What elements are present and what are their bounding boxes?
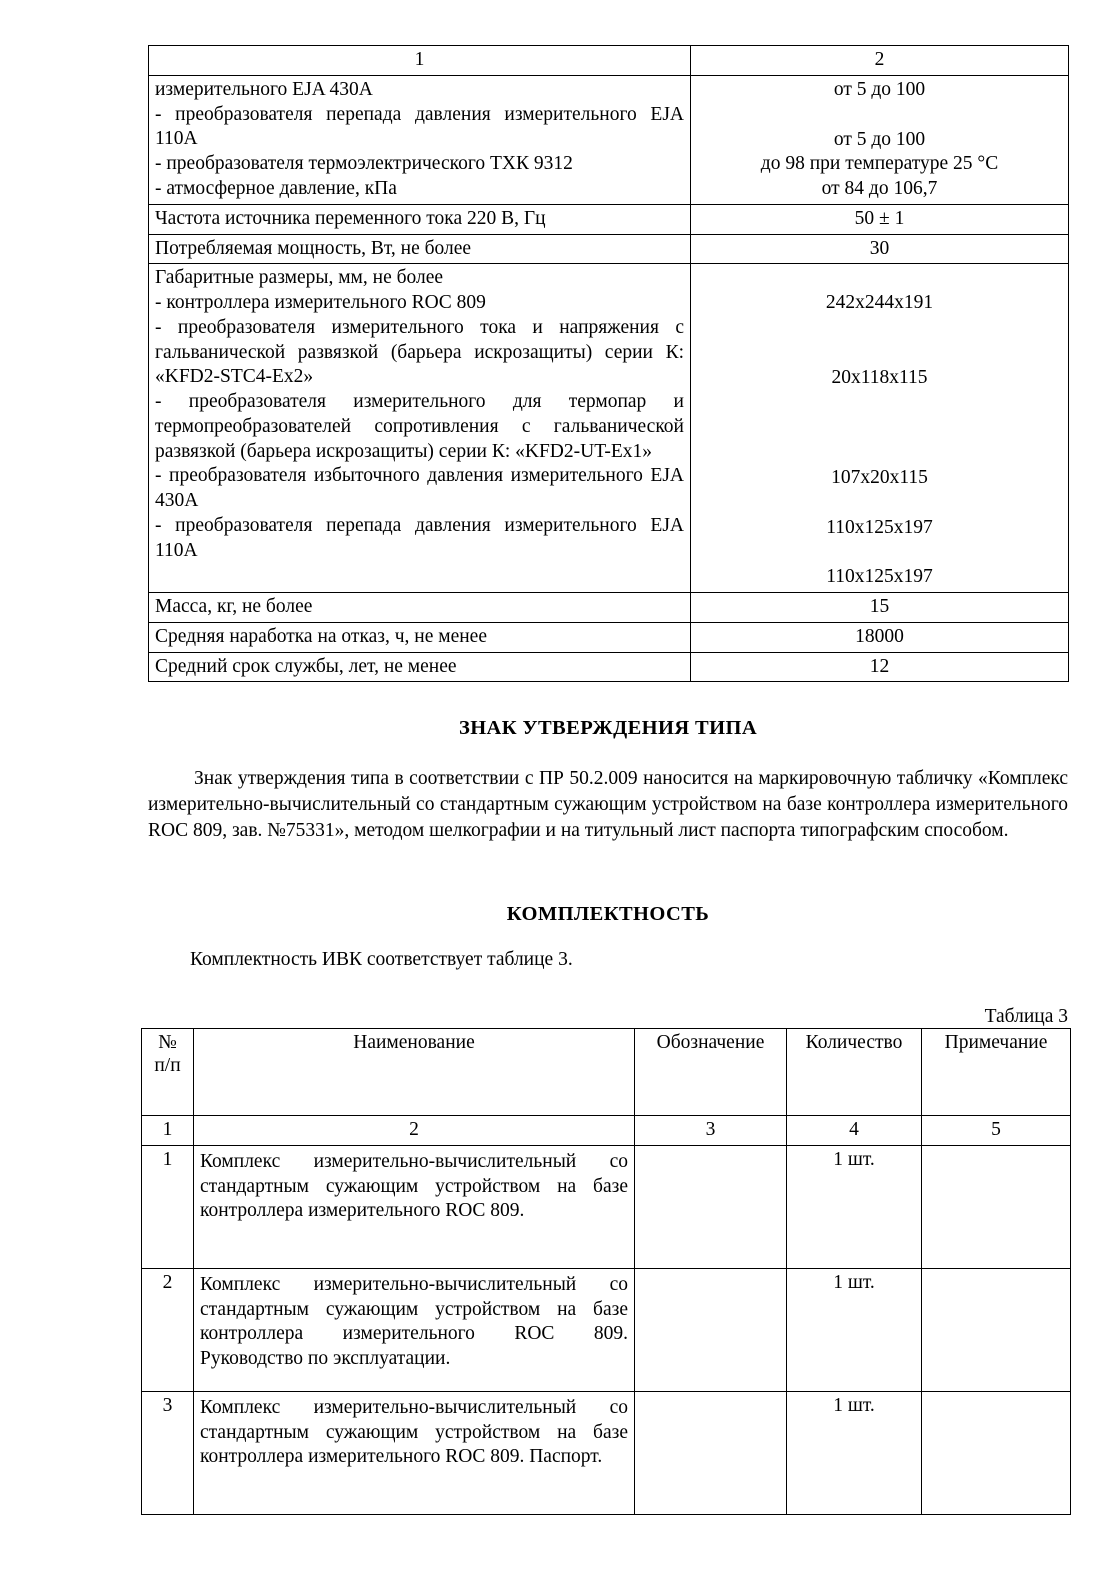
dim-line-eja110a: - преобразователя перепада давления измерительного EJA 110A bbox=[155, 514, 684, 561]
header-name: Наименование bbox=[194, 1029, 635, 1116]
row-name bbox=[194, 1145, 635, 1268]
specifications-table-container bbox=[148, 45, 1068, 682]
header-designation: Обозначение bbox=[635, 1029, 787, 1116]
mtbf-value: 18000 bbox=[691, 622, 1069, 652]
spec-line-atm: - атмосферное давление, кПа bbox=[155, 177, 397, 199]
section-title-completeness: КОМПЛЕКТНОСТЬ bbox=[506, 903, 710, 925]
power-label: Потребляемая мощность, Вт, не более bbox=[149, 234, 691, 264]
value-spacer bbox=[697, 441, 1062, 466]
value-dim-kfd2-ut: 107x20x115 bbox=[831, 466, 928, 488]
column-number-4: 4 bbox=[787, 1116, 922, 1146]
row-designation bbox=[635, 1145, 787, 1268]
value-spacer bbox=[697, 316, 1062, 341]
row-note bbox=[922, 1145, 1071, 1268]
dim-line-kfd2-stc4: - преобразователя измерительного тока и напряжения с гальванической развязкой (барьера искрозащиты) серии К: «KFD2-STC4-Ex2» bbox=[155, 316, 684, 388]
mtbf-label: Средняя наработка на отказ, ч, не менее bbox=[149, 622, 691, 652]
header-quantity: Количество bbox=[787, 1029, 922, 1116]
table-row bbox=[149, 75, 1069, 204]
value-eja110a-range: от 5 до 100 bbox=[833, 128, 926, 150]
table-row bbox=[142, 1391, 1071, 1514]
column-number-2: 2 bbox=[194, 1116, 635, 1146]
row-note bbox=[922, 1391, 1071, 1514]
dim-line-roc809: - контроллера измерительного ROC 809 bbox=[155, 292, 486, 313]
value-spacer bbox=[697, 391, 1062, 416]
value-dim-eja110a: 110x125x197 bbox=[826, 566, 933, 588]
specifications-table bbox=[148, 45, 1069, 682]
value-dim-roc809: 242x244x191 bbox=[825, 292, 934, 314]
table-row bbox=[149, 593, 1069, 623]
value-spacer bbox=[697, 540, 1062, 565]
table-header-row bbox=[142, 1029, 1071, 1116]
spec-ranges-values bbox=[691, 75, 1069, 204]
row-name bbox=[194, 1268, 635, 1391]
row-quantity: 1 шт. bbox=[787, 1268, 922, 1391]
spec-line-eja430a: измерительного EJA 430A bbox=[155, 78, 373, 100]
row-index: 3 bbox=[142, 1391, 194, 1514]
column-number-1: 1 bbox=[149, 46, 691, 76]
table-row bbox=[149, 652, 1069, 682]
value-dim-eja430a: 110x125x197 bbox=[826, 516, 933, 538]
row-name-text: Комплекс измерительно-вычислительный со стандартным сужающим устройством на базе контроллера измерительного ROC 809. Руководство по эксплуатации. bbox=[200, 1273, 628, 1369]
column-number-5: 5 bbox=[922, 1116, 1071, 1146]
table-row-column-numbers bbox=[149, 46, 1069, 76]
dim-line-header: Габаритные размеры, мм, не более bbox=[155, 267, 444, 289]
value-spacer bbox=[697, 416, 1062, 441]
row-name bbox=[194, 1391, 635, 1514]
dimensions-label bbox=[149, 264, 691, 593]
power-value: 30 bbox=[691, 234, 1069, 264]
row-quantity: 1 шт. bbox=[787, 1145, 922, 1268]
row-note bbox=[922, 1268, 1071, 1391]
section-title-type-approval: ЗНАК УТВЕРЖДЕНИЯ ТИПА bbox=[458, 717, 758, 739]
dim-line-eja430a: - преобразователя избыточного давления измерительного EJA 430A bbox=[155, 465, 684, 511]
value-spacer bbox=[697, 341, 1062, 366]
table-row bbox=[149, 204, 1069, 234]
table-row bbox=[142, 1145, 1071, 1268]
mass-label: Масса, кг, не более bbox=[149, 593, 691, 623]
value-spacer bbox=[697, 491, 1062, 516]
table3-caption: Таблица 3 bbox=[984, 1006, 1068, 1027]
frequency-value: 50 ± 1 bbox=[691, 204, 1069, 234]
row-quantity: 1 шт. bbox=[787, 1391, 922, 1514]
completeness-table bbox=[141, 1028, 1071, 1515]
value-eja430a-range: от 5 до 100 bbox=[833, 78, 926, 100]
table-row bbox=[149, 622, 1069, 652]
value-dim-kfd2-stc4: 20x118x115 bbox=[831, 367, 928, 388]
value-spacer bbox=[697, 103, 1062, 128]
mass-value: 15 bbox=[691, 593, 1069, 623]
row-designation bbox=[635, 1268, 787, 1391]
table-row bbox=[149, 264, 1069, 593]
header-note: Примечание bbox=[922, 1029, 1071, 1116]
column-number-1: 1 bbox=[142, 1116, 194, 1146]
table-row bbox=[149, 234, 1069, 264]
column-number-3: 3 bbox=[635, 1116, 787, 1146]
value-atm-range: от 84 до 106,7 bbox=[821, 178, 938, 199]
paragraph-type-approval: Знак утверждения типа в соответствии с ПР 50.2.009 наносится на маркировочную табличку «Комплекс измерительно-вычислительный со стандартным сужающим устройством на базе контроллера измерительного ROC 809, зав. №75331», методом шелкографии и на титульный лист паспорта типографским способом. bbox=[148, 768, 1068, 841]
service-life-label: Средний срок службы, лет, не менее bbox=[149, 652, 691, 682]
table-row-column-numbers bbox=[142, 1116, 1071, 1146]
dimensions-values bbox=[691, 264, 1069, 593]
header-pp-label: п/п bbox=[154, 1055, 181, 1077]
column-number-2: 2 bbox=[691, 46, 1069, 76]
completeness-table-container bbox=[141, 1028, 1070, 1515]
header-no-symbol: № bbox=[158, 1032, 177, 1053]
row-name-text: Комплекс измерительно-вычислительный со стандартным сужающим устройством на базе контроллера измерительного ROC 809. Паспорт. bbox=[200, 1396, 628, 1468]
row-name-text: Комплекс измерительно-вычислительный со стандартным сужающим устройством на базе контроллера измерительного ROC 809. bbox=[200, 1150, 628, 1222]
row-designation bbox=[635, 1391, 787, 1514]
value-thermo-range: до 98 при температуре 25 °С bbox=[760, 153, 999, 175]
row-index: 2 bbox=[142, 1268, 194, 1391]
value-spacer bbox=[697, 266, 1062, 291]
header-number-column bbox=[142, 1029, 194, 1116]
frequency-label: Частота источника переменного тока 220 В, Гц bbox=[149, 204, 691, 234]
table-row bbox=[142, 1268, 1071, 1391]
service-life-value: 12 bbox=[691, 652, 1069, 682]
dim-line-kfd2-ut: - преобразователя измерительного для термопар и термопреобразователей сопротивления с гальванической развязкой (барьера искрозащиты) серии К: «KFD2-UT-Ex1» bbox=[155, 391, 684, 462]
spec-line-eja110a: - преобразователя перепада давления измерительного EJA 110A bbox=[155, 103, 684, 150]
paragraph-completeness: Комплектность ИВК соответствует таблице 3. bbox=[190, 949, 573, 970]
row-index: 1 bbox=[142, 1145, 194, 1268]
spec-ranges-label bbox=[149, 75, 691, 204]
spec-line-thermo: - преобразователя термоэлектрического ТХК 9312 bbox=[155, 153, 573, 174]
